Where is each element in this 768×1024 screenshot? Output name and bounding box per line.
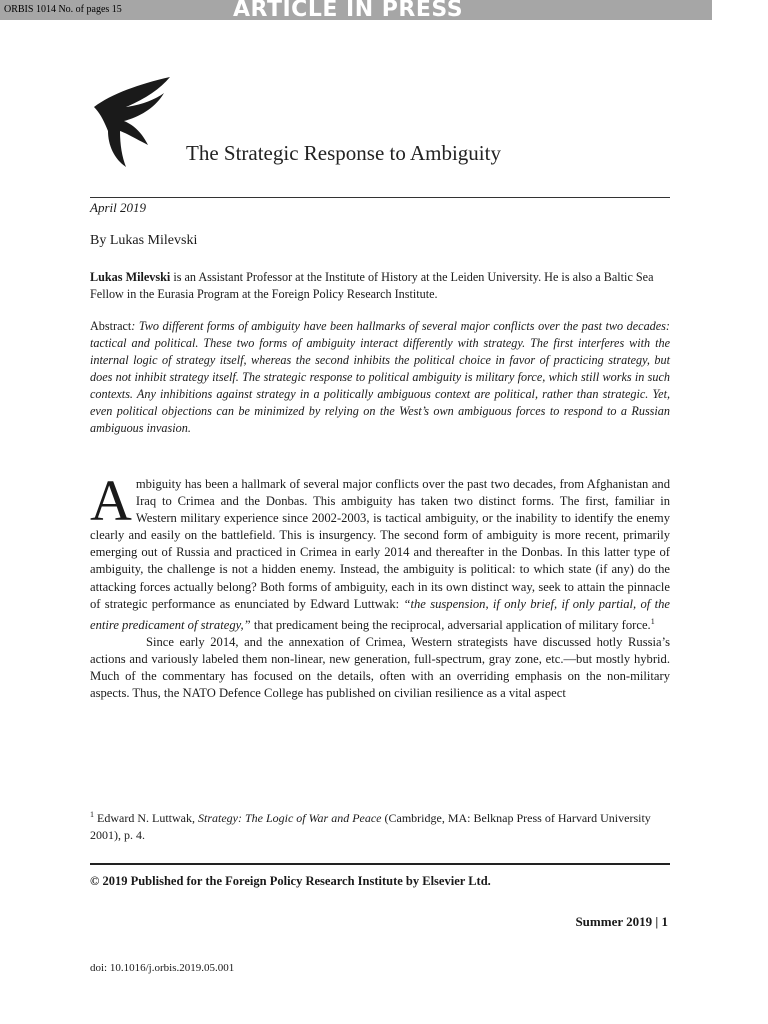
footnote-number: 1 bbox=[90, 810, 94, 819]
footer-divider bbox=[90, 863, 670, 865]
issue-page-number: Summer 2019 | 1 bbox=[575, 914, 668, 929]
copyright-notice: © 2019 Published for the Foreign Policy Research Institute by Elsevier Ltd. bbox=[90, 874, 491, 888]
footnote-book-title: Strategy: The Logic of War and Peace bbox=[197, 811, 382, 825]
luttwak-quote: “the suspension, if only brief, if only partial, of the entire predicament of strategy,” bbox=[90, 596, 670, 632]
footnote-text-a: Edward N. Luttwak, bbox=[94, 811, 198, 825]
title-divider bbox=[90, 197, 670, 198]
footnote bbox=[90, 806, 670, 844]
author-bio bbox=[90, 269, 670, 303]
doi: doi: 10.1016/j.orbis.2019.05.001 bbox=[90, 962, 235, 974]
article-title: The Strategic Response to Ambiguity bbox=[186, 141, 501, 165]
paragraph-1-text-b: that predicament being the reciprocal, adversarial application of military force. bbox=[250, 617, 651, 632]
paragraph-1-text-a: mbiguity has been a hallmark of several major conflicts over the past two decades, from Afghanistan and Iraq to Crimea and the Donbas. This ambiguity has taken two distinct forms. The first, familiar in Western military experience since 2002-2003, is tactical ambiguity, or the inability to identify the enemy clearly and easily on the battlefield. This is insurgency. The second form of ambiguity is more recent, primarily emerging out of Russia and practiced in Crimea in early 2014 and thereafter in the Donbas. In this latter type of ambiguity, the challenge is not a hidden enemy. Instead, the ambiguity is political: to which state (if any) do the attacking forces actually belong? Both forms of ambiguity, each in its own distinct way, seek to attain the pinnacle of strategic performance as enunciated by Edward Luttwak: bbox=[90, 477, 670, 611]
article-in-press-banner bbox=[0, 0, 712, 20]
footnote-ref: 1 bbox=[650, 616, 655, 626]
article-body bbox=[90, 468, 670, 702]
paragraph-1 bbox=[90, 468, 670, 634]
fpri-bird-logo-icon bbox=[90, 75, 180, 170]
footnote-text-b: (Cambridge, MA: Belknap Press of Harvard University 2001), p. 4. bbox=[90, 811, 651, 842]
abstract-label: Abstract bbox=[90, 319, 132, 333]
byline: By Lukas Milevski bbox=[90, 233, 198, 248]
author-bio-text: is an Assistant Professor at the Institute of History at the Leiden University. He is also a Baltic Sea Fellow in the Eurasia Program at the Foreign Policy Research Institute. bbox=[90, 270, 654, 301]
paragraph-2: Since early 2014, and the annexation of Crimea, Western strategists have discussed hotly Russia’s actions and variously labeled them non-linear, new generation, full-spectrum, gray zone, etc.—but mostly hybrid. Much of the commentary has focused on the details, often with an overriding emphasis on the non-military aspects. Thus, the NATO Defence College has published on civilian resilience as a vital aspect bbox=[90, 635, 670, 701]
abstract-text: : Two different forms of ambiguity have been hallmarks of several major conflicts over the past two decades: tactical and political. These two forms of ambiguity interact differently with strategy. The first interferes with the internal logic of strategy itself, whereas the second inhibits the political choice in favor of practicing strategy, but does not inhibit strategy itself. The strategic response to political ambiguity is military force, which still works in such contexts. Any inhibitions against strategy in a politically ambiguous context are political, rather than strategic. Yet, even political objections can be minimized by relying on the West’s own ambiguous forces to respond to a Russian ambiguous invasion. bbox=[90, 319, 670, 435]
article-date: April 2019 bbox=[90, 200, 146, 215]
article-meta: ORBIS 1014 No. of pages 15 bbox=[4, 4, 122, 15]
author-name: Lukas Milevski bbox=[90, 270, 171, 284]
drop-cap: A bbox=[90, 468, 132, 533]
banner-text: ARTICLE IN PRESS bbox=[233, 0, 464, 22]
abstract bbox=[90, 318, 670, 437]
